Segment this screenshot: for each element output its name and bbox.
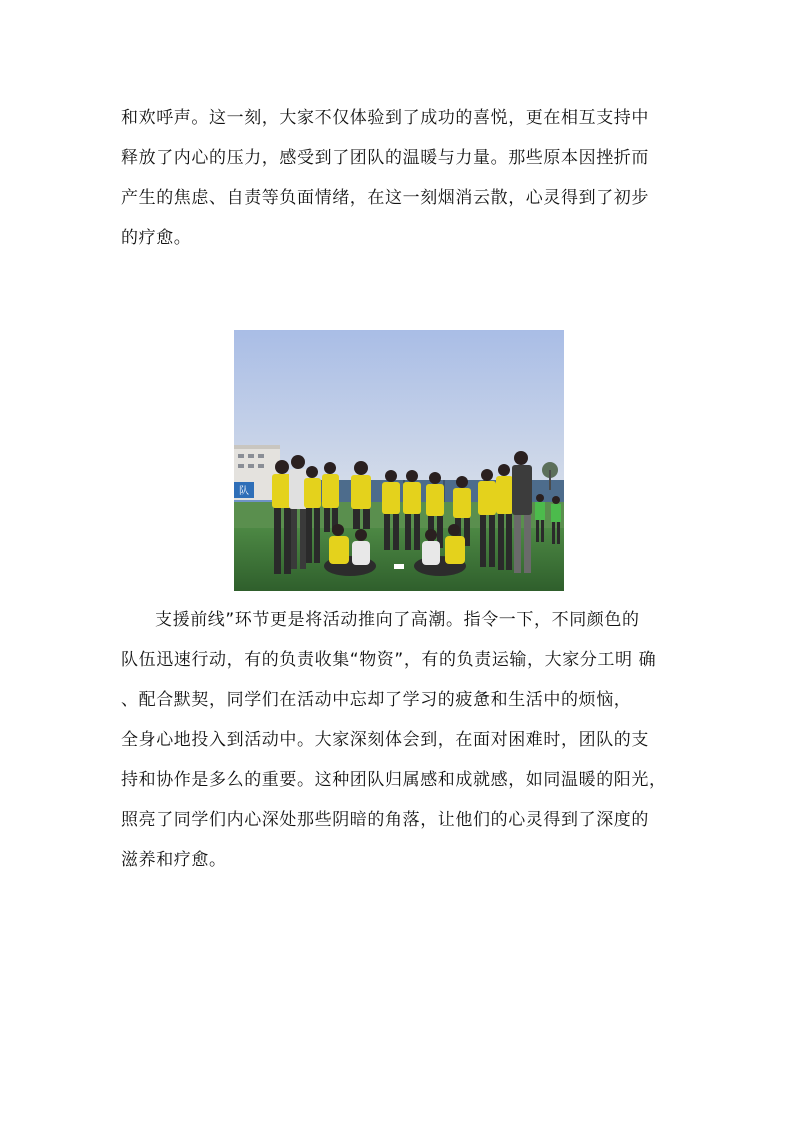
text-line: 的疗愈。 <box>121 228 192 248</box>
text-line: 持和协作是多么的重要。这种团队归属感和成就感，如同温暖的阳光， <box>121 770 667 790</box>
text-line: 和欢呼声。这一刻，大家不仅体验到了成功的喜悦，更在相互支持中 <box>121 108 649 128</box>
group-activity-photo <box>234 330 564 591</box>
text-line: 、配合默契，同学们在活动中忘却了学习的疲惫和生活中的烦恼， <box>121 690 632 710</box>
text-line: 全身心地投入到活动中。大家深刻体会到，在面对困难时，团队的支 <box>121 730 649 750</box>
sign-text: 队 <box>239 486 249 497</box>
text-line: 产生的焦虑、自责等负面情绪，在这一刻烟消云散，心灵得到了初步 <box>121 188 649 208</box>
text-line: 释放了内心的压力，感受到了团队的温暖与力量。那些原本因挫折而 <box>121 148 649 168</box>
text-line: 队伍迅速行动，有的负责收集“物资”，有的负责运输，大家分工明 确 <box>121 650 657 670</box>
paragraph-1 <box>121 98 681 258</box>
text-line: 滋养和疗愈。 <box>121 850 227 870</box>
text-line: 支援前线”环节更是将活动推向了高潮。指令一下，不同颜色的 <box>155 610 640 630</box>
text-line: 照亮了同学们内心深处那些阴暗的角落，让他们的心灵得到了深度的 <box>121 810 649 830</box>
paragraph-2 <box>121 600 681 880</box>
